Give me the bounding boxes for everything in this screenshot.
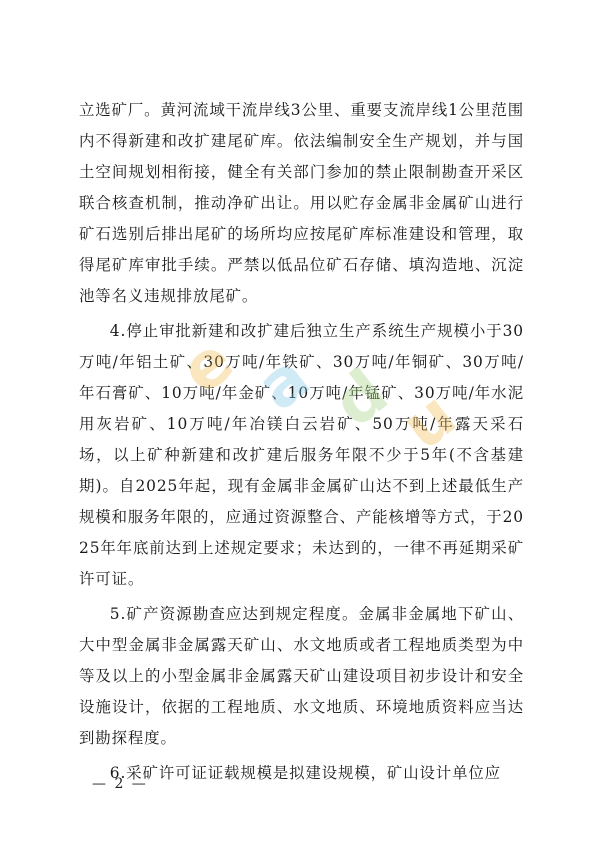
document-body	[79, 95, 524, 793]
paragraph-item-6: 6.采矿许可证证载规模是拟建设规模，矿山设计单位应	[109, 764, 501, 782]
svg-text:a: a	[243, 340, 324, 426]
svg-text:e: e	[167, 323, 248, 410]
svg-text:u: u	[388, 378, 470, 465]
paragraph-continuation: 立选矿厂。黄河流域干流岸线3公里、重要支流岸线1公里范围内不得新建和改扩建尾矿库。依法编制安全生产规划，并与国土空间规划相衔接，健全有关部门参加的禁止限制勘查开采区联合核查机制，推动净矿出让。用以贮存金属非金属矿山进行矿石选别后排出尾矿的场所均应按尾矿库标准建设和管理，取得尾矿库审批手续。严禁以低品位矿石存储、填沟造地、沉淀池等名义违规排放尾矿。	[79, 101, 524, 305]
paragraph-item-4: 4.停止审批新建和改扩建后独立生产系统生产规模小于30万吨/年铝土矿、30万吨/年铁矿、30万吨/年铜矿、30万吨/年石膏矿、10万吨/年金矿、10万吨/年锰矿、30万吨/年水泥用灰岩矿、10万吨/年冶镁白云岩矿、50万吨/年露天采石场，以上矿种新建和改扩建后服务年限不少于5年(不含基建期)。自2025年起，现有金属非金属矿山达不到上述最低生产规模和服务年限的，应通过资源整合、产能核增等方式，于2025年年底前达到上述规定要求；未达到的，一律不再延期采矿许可证。	[79, 322, 524, 588]
svg-text:d: d	[320, 355, 402, 443]
paragraph-item-5: 5.矿产资源勘查应达到规定程度。金属非金属地下矿山、大中型金属非金属露天矿山、水文地质或者工程地质类型为中等及以上的小型金属非金属露天矿山建设项目初步设计和安全设施设计，依据的工程地质、水文地质、环境地质资料应当达到勘探程度。	[79, 605, 524, 747]
page-number: — 2 —	[92, 776, 148, 792]
